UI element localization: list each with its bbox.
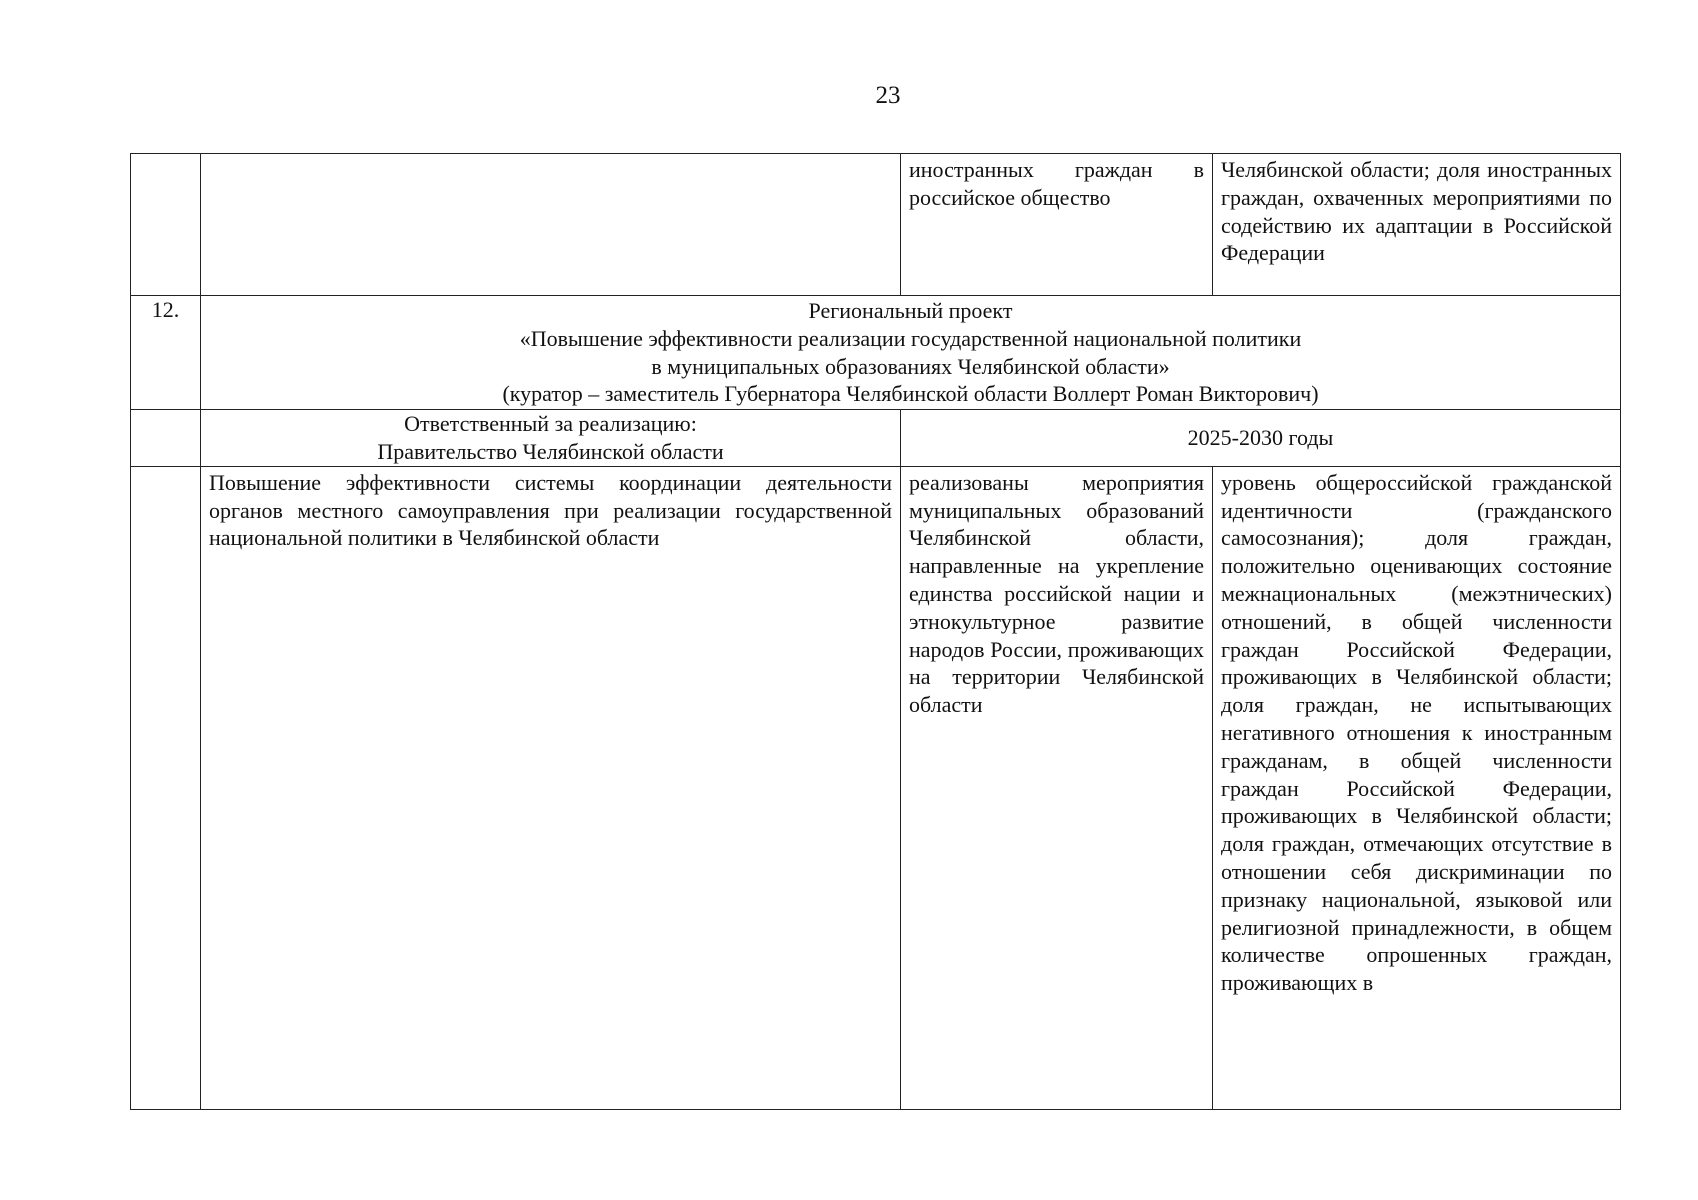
table-row-continuation [131,154,1621,296]
table-row-responsible [131,410,1621,467]
row-number-cell [131,466,201,1109]
program-table [130,153,1621,1110]
row-number-cell [131,154,201,296]
indicator-cell: уровень общероссийской гражданской идентичности (гражданского самосознания); доля граждан, положительно оценивающих состояние межнациональных (межэтнических) отношений, в общей численности граждан Российской Федерации, проживающих в Челябинской области; доля граждан, не испытывающих негативного отношения к иностранным гражданам, в общей численности граждан Российской Федерации, проживающих в Челябинской области; доля граждан, отмечающих отсутствие в отношении себя дискриминации по признаку национальной, языковой или религиозной принадлежности, в общем количестве опрошенных граждан, проживающих в [1213,466,1621,1109]
result-cell: иностранных граждан в российское общество [901,154,1213,296]
row-number-cell [131,410,201,467]
responsible-value: Правительство Челябинской области [377,438,724,464]
period-cell: 2025-2030 годы [901,410,1621,467]
project-title-line: в муниципальных образованиях Челябинской области» [651,353,1170,379]
task-cell [201,154,901,296]
project-title-line: Региональный проект [808,298,1013,323]
table-row-project-title [131,296,1621,410]
page-number: 23 [875,82,901,109]
responsible-cell [201,410,901,467]
project-number: 12. [131,296,201,410]
project-curator-line: (куратор – заместитель Губернатора Челябинской области Воллерт Роман Викторович) [502,381,1319,407]
task-cell: Повышение эффективности системы координации деятельности органов местного самоуправления при реализации государственной национальной политики в Челябинской области [201,466,901,1109]
project-title-line: «Повышение эффективности реализации государственной национальной политики [519,325,1302,351]
result-cell: реализованы мероприятия муниципальных образований Челябинской области, направленные на укрепление единства российской нации и этнокультурное развитие народов России, проживающих на территории Челябинской области [901,466,1213,1109]
responsible-label: Ответственный за реализацию: [404,411,697,437]
project-title [201,296,1621,410]
indicator-cell: Челябинской области; доля иностранных граждан, охваченных мероприятиями по содействию их адаптации в Российской Федерации [1213,154,1621,296]
table-row-task [131,466,1621,1109]
